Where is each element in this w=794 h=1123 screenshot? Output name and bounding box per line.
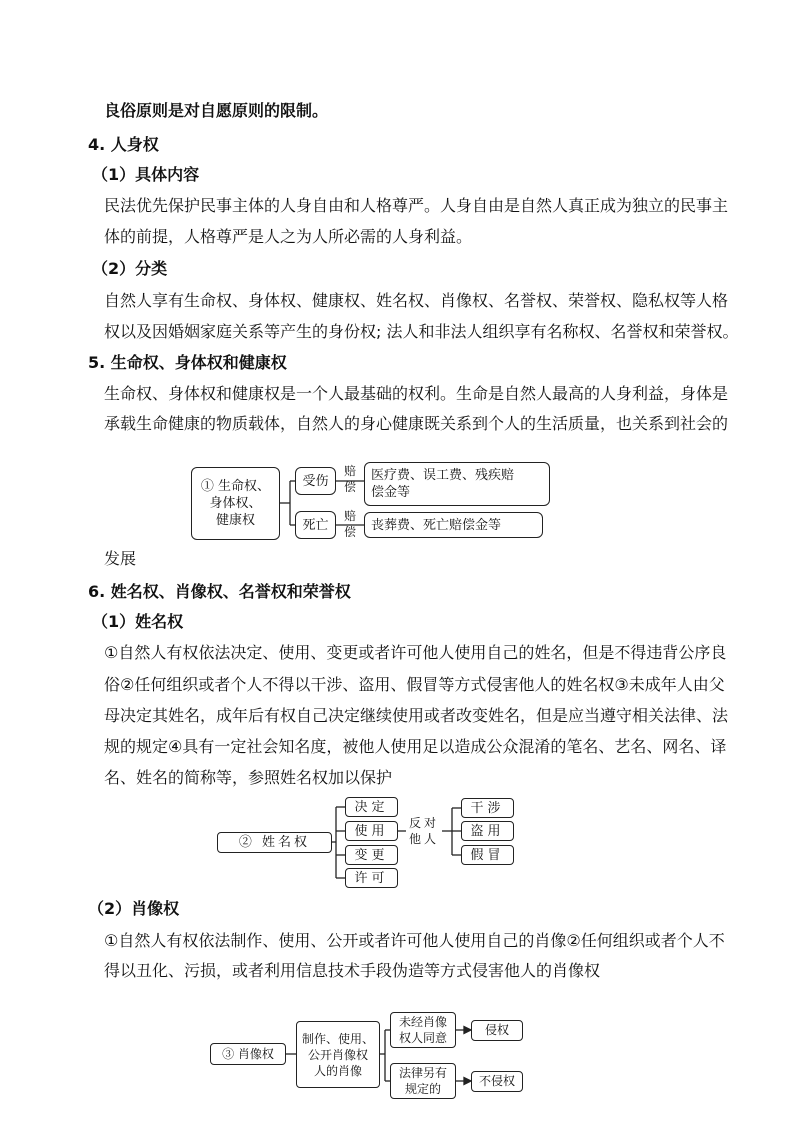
diagram2-infringement-misappropriate: 盗用 <box>470 823 505 839</box>
text-line: ①自然人有权依法决定、使用、变更或者许可他人使用自己的姓名，但是不得违背公序良 <box>104 643 727 662</box>
diagram3-root-box <box>210 1043 286 1065</box>
diagram2-infringement-interfere: 干涉 <box>470 800 505 816</box>
text-line: 规的规定④具有一定社会知名度，被他人使用足以造成公众混淆的笔名、艺名、网名、译 <box>104 737 727 756</box>
text-line: ①自然人有权依法制作、使用、公开或者许可他人使用自己的肖像②任何组织或者个人不 <box>104 931 725 950</box>
section-heading: 5. 生命权、身体权和健康权 <box>88 353 287 372</box>
text-line: 母决定其姓名，成年后有权自己决定继续使用或者改变姓名，但是应当遵守相关法律、法 <box>104 706 729 725</box>
diagram3-infringe-box <box>471 1020 523 1041</box>
diagram2-action-change: 变更 <box>354 847 389 863</box>
text-line: 良俗原则是对自愿原则的限制。 <box>104 101 329 120</box>
subsection-heading: （1）姓名权 <box>92 612 184 631</box>
diagram3-not-infringe-label: 不侵权 <box>478 1074 515 1088</box>
text-line: 体的前提，人格尊严是人之为人所必需的人身利益。 <box>104 227 473 246</box>
diagram1-death-result: 丧葬费、死亡赔偿金等 <box>371 517 502 533</box>
diagram3-infringe-label: 侵权 <box>484 1023 509 1037</box>
diagram3-root-label: ③ 肖像权 <box>222 1046 274 1061</box>
diagram2-oppose-label: 反对 他人 <box>408 816 439 846</box>
text-line: 得以丑化、污损，或者利用信息技术手段伪造等方式侵害他人的肖像权 <box>104 961 601 980</box>
subsection-heading: （2）分类 <box>92 259 168 278</box>
text-line: 权以及因婚姻家庭关系等产生的身份权; 法人和非法人组织享有名称权、名誉权和荣誉权。 <box>104 322 739 341</box>
subsection-heading: （2）肖像权 <box>88 899 180 918</box>
diagram2-action-permit: 许可 <box>354 870 389 886</box>
section-heading: 6. 姓名权、肖像权、名誉权和荣誉权 <box>88 582 351 601</box>
diagram3-no-consent-box <box>390 1012 456 1048</box>
diagram2-root-label: ② 姓名权 <box>238 835 311 850</box>
text-line: 民法优先保护民事主体的人身自由和人格尊严。人身自由是自然人真正成为独立的民事主 <box>104 196 729 215</box>
diagram1-root-label: ① 生命权、 身体权、 健康权 <box>200 479 271 528</box>
subsection-heading: （1）具体内容 <box>92 165 200 184</box>
text-line: 生命权、身体权和健康权是一个人最基础的权利。生命是自然人最高的人身利益，身体是 <box>104 384 729 403</box>
text-line: 俗②任何组织或者个人不得以干涉、盗用、假冒等方式侵害他人的姓名权③未成年人由父 <box>104 675 725 694</box>
diagram3-law-box <box>390 1063 456 1099</box>
diagram2-infringement-impersonate: 假冒 <box>470 847 505 863</box>
diagram1-injury-label: 受伤 <box>302 473 329 489</box>
text-line: 发展 <box>104 549 137 568</box>
diagram3-not-infringe-box <box>471 1071 523 1092</box>
text-line: 名、姓名的简称等，参照姓名权加以保护 <box>104 768 393 787</box>
diagram1-compensation-label: 赔 偿 <box>343 464 356 494</box>
diagram1-injury-result: 医疗费、误工费、残疾赔 偿金等 <box>371 468 515 500</box>
diagram3-law-label: 法律另有 规定的 <box>398 1066 447 1096</box>
diagram3-no-consent-label: 未经肖像 权人同意 <box>398 1015 447 1045</box>
diagram1-compensation-label: 赔 偿 <box>343 509 356 539</box>
diagram2-action-decide: 决定 <box>354 799 389 815</box>
text-line: 自然人享有生命权、身体权、健康权、姓名权、肖像权、名誉权、荣誉权、隐私权等人格 <box>104 291 729 310</box>
diagram3-acts-box <box>296 1021 380 1088</box>
diagram2-action-use: 使用 <box>354 823 389 839</box>
section-heading: 4. 人身权 <box>88 135 159 154</box>
diagram3-acts-label: 制作、使用、 公开肖像权 人的肖像 <box>301 1031 374 1078</box>
text-line: 承载生命健康的物质载体，自然人的身心健康既关系到个人的生活质量，也关系到社会的 <box>104 414 729 433</box>
diagram1-death-label: 死亡 <box>302 517 329 533</box>
